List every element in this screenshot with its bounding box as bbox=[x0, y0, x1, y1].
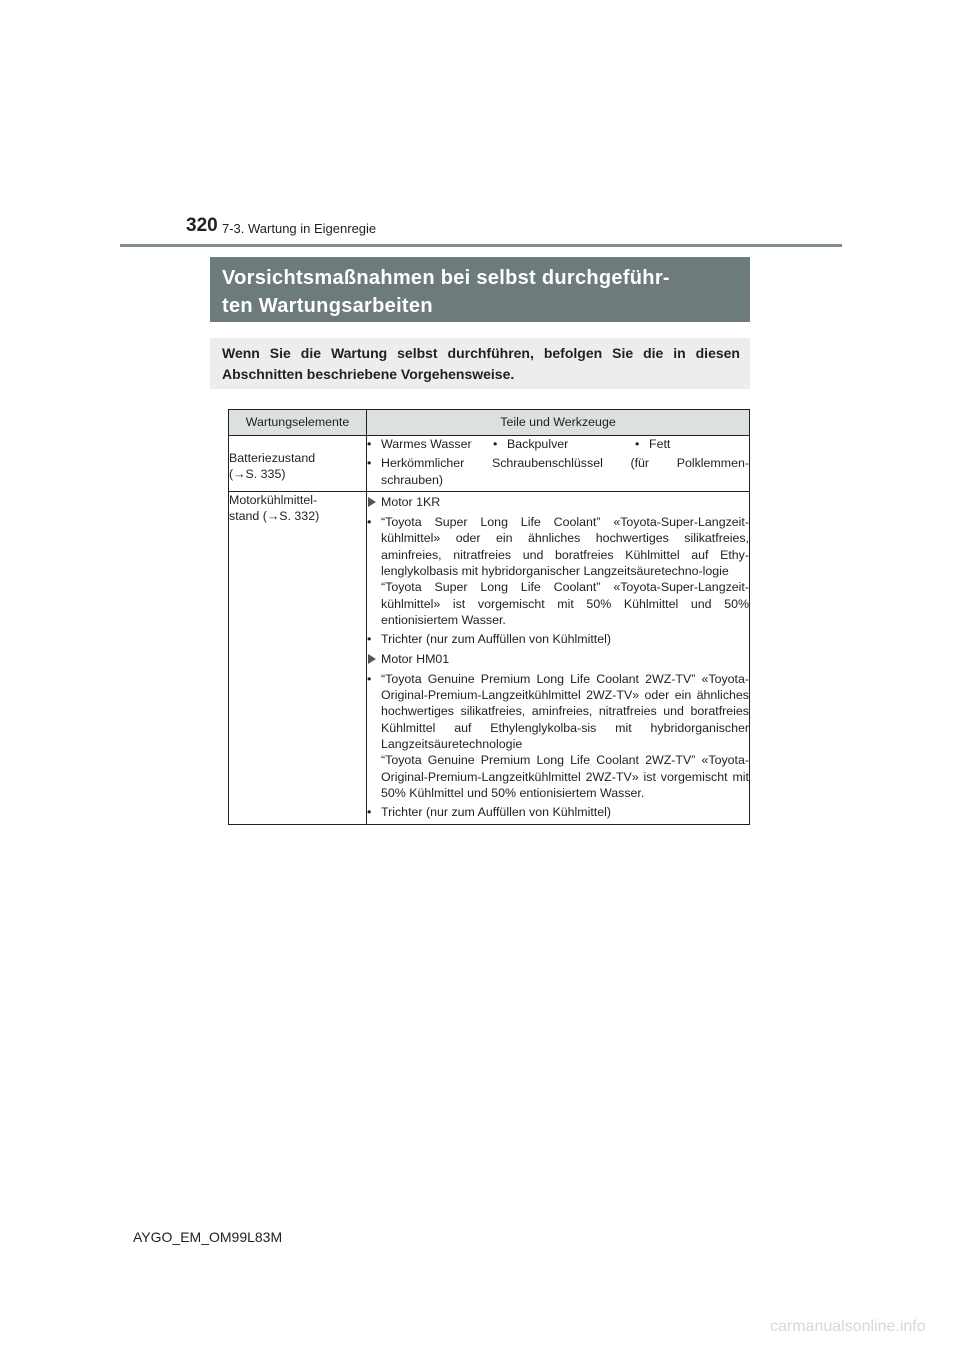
coolant-hm01-spec: • “Toyota Genuine Premium Long Life Coolant 2WZ-TV” «Toyota-Original-Premium-Langzeitkühlmittel 2WZ-TV» oder ein ähnliches hochwertiges silikatfreies, aminfreies, nitratfreies und boratfreies Kühlmittel auf Ethylenglykolba-sis mit hybridorganischer Langzeitsäuretechnologie “Toyota Genuine Premium Long Life Coolant 2WZ-TV” «Toyota-Original-Premium-Langzeitkühlmittel 2WZ-TV» ist vorgemischt mit 50% Kühlmittel und 50% entionisiertem Wasser. bbox=[367, 671, 749, 800]
coolant-item-label: Motorkühlmittel- bbox=[229, 492, 318, 507]
engine-1kr-heading: Motor 1KR bbox=[367, 494, 749, 510]
page-number: 320 bbox=[186, 215, 218, 236]
section-title-line2: ten Wartungsarbeiten bbox=[222, 295, 433, 317]
tool-wrench: • Herkömmlicher Schraubenschlüssel (für Polklemmen- schrauben) bbox=[367, 456, 749, 487]
section-intro: Wenn Sie die Wartung selbst durchführen, befolgen Sie die in diesen Abschnitten beschriebene Vorgehensweise. bbox=[210, 338, 750, 389]
battery-tools bbox=[367, 436, 750, 492]
tool-warm-water: Warmes Wasser bbox=[381, 437, 472, 451]
table-row bbox=[229, 436, 750, 492]
watermark: carmanualsonline.info bbox=[770, 1318, 926, 1335]
battery-item bbox=[229, 436, 367, 492]
battery-item-label: Batteriezustand bbox=[229, 451, 316, 465]
tool-baking-soda: Backpulver bbox=[507, 437, 569, 451]
funnel-hm01: • Trichter (nur zum Auffüllen von Kühlmittel) bbox=[367, 805, 612, 820]
triangle-bullet-icon bbox=[368, 654, 376, 664]
chapter-title: 7-3. Wartung in Eigenregie bbox=[222, 221, 377, 236]
document-code: AYGO_EM_OM99L83M bbox=[133, 1229, 283, 1245]
table-header-row bbox=[229, 410, 750, 436]
coolant-1kr-spec: • “Toyota Super Long Life Coolant” «Toyota-Super-Langzeit-kühlmittel» oder ein ähnliches hochwertiges silikatfreies, aminfreies, nitratfreies und boratfreies Kühlmittel auf Ethy-lenglykolbasis mit hybridorganischer Langzeitsäuretechno-logie “Toyota Super Long Life Coolant” «Toyota-Super-Langzeit-kühlmittel» ist vorgemischt mit 50% Kühlmittel und 50% entionisiertem Wasser. bbox=[367, 515, 749, 627]
section-title bbox=[210, 257, 750, 322]
header-items: Wartungselemente bbox=[229, 410, 367, 436]
engine-hm01-heading: Motor HM01 bbox=[367, 651, 749, 667]
section-title-line1: Vorsichtsmaßnahmen bei selbst durchgeführ- bbox=[222, 267, 670, 289]
tool-grease: Fett bbox=[649, 437, 671, 451]
battery-tools-row: • Warmes Wasser • Backpulver • Fett bbox=[367, 437, 671, 451]
coolant-page-ref: stand (→S. 332) bbox=[229, 509, 320, 524]
header-divider bbox=[120, 244, 842, 247]
funnel-1kr: • Trichter (nur zum Auffüllen von Kühlmittel) bbox=[367, 632, 612, 647]
battery-page-ref: (→S. 335) bbox=[229, 467, 286, 482]
coolant-item bbox=[229, 491, 367, 824]
coolant-tools bbox=[367, 491, 750, 824]
header-tools: Teile und Werkzeuge bbox=[367, 410, 750, 436]
table-row bbox=[229, 491, 750, 824]
maintenance-table bbox=[228, 409, 750, 825]
triangle-bullet-icon bbox=[368, 497, 376, 507]
